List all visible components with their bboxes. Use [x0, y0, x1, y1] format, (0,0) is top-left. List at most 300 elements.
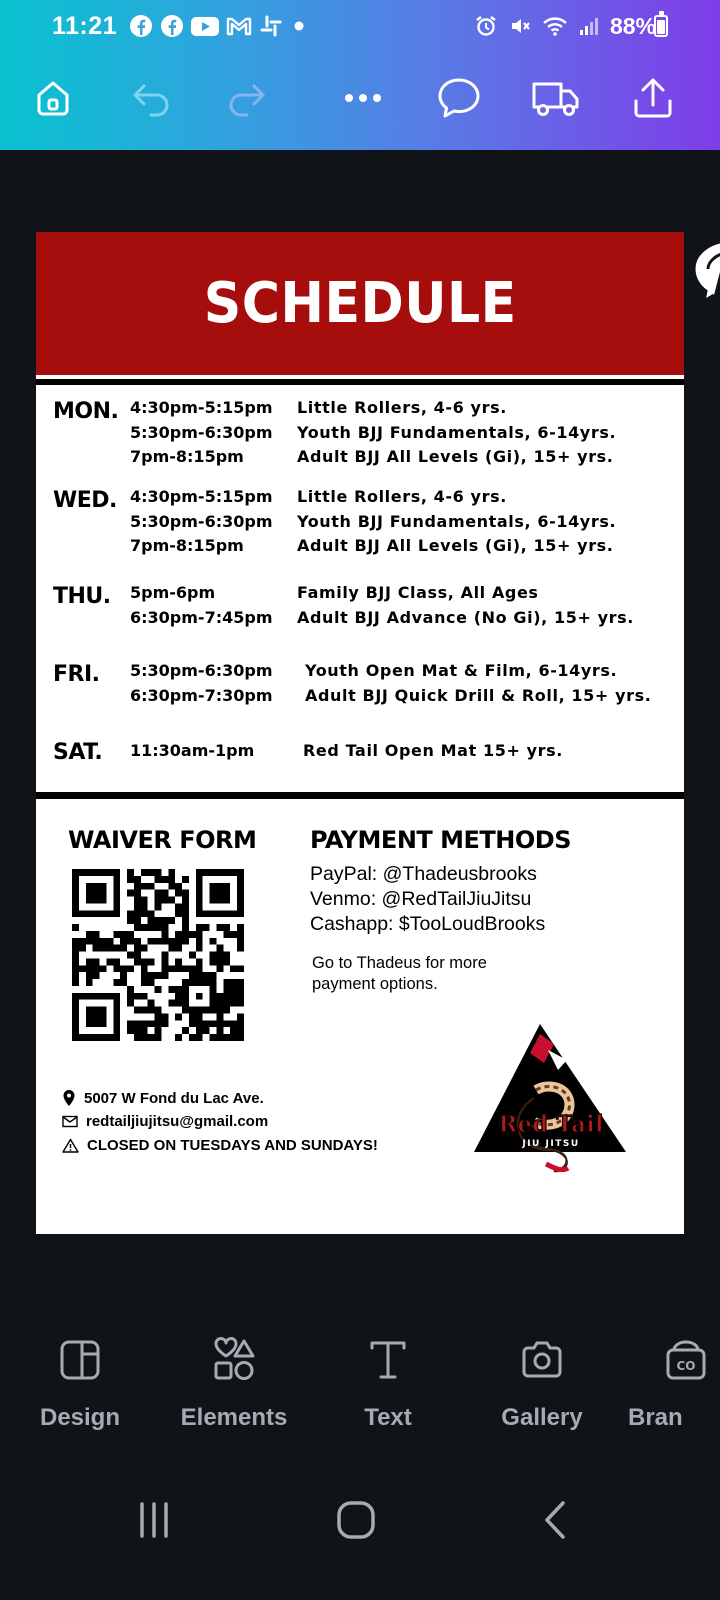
qr-module: [141, 979, 148, 986]
qr-module: [141, 1007, 148, 1014]
qr-module: [196, 965, 203, 972]
tool-label: Text: [364, 1404, 412, 1431]
qr-module: [230, 931, 237, 938]
comment-icon: [436, 75, 482, 121]
home-nav-button[interactable]: [316, 1490, 396, 1550]
undo-icon: [130, 78, 174, 118]
print-order-button[interactable]: [530, 72, 582, 124]
qr-module: [141, 1020, 148, 1027]
class-name: Youth BJJ Fundamentals, 6-14yrs.: [297, 511, 617, 531]
qr-module: [148, 979, 155, 986]
qr-module: [134, 993, 141, 1000]
waiver-form-title: WAIVER FORM: [68, 826, 257, 854]
time-slot: 6:30pm-7:30pm: [130, 685, 273, 705]
times-sat: [130, 739, 254, 764]
brand-tool-button[interactable]: [626, 1320, 720, 1450]
qr-module: [161, 890, 168, 897]
qr-module: [189, 1020, 196, 1027]
qr-module: [141, 924, 148, 931]
home-button[interactable]: [27, 72, 79, 124]
qr-module: [210, 938, 217, 945]
email-text: redtailjiujitsu@gmail.com: [86, 1113, 269, 1130]
classes-sat: [303, 739, 563, 764]
time-slot: 5:30pm-6:30pm: [130, 422, 273, 442]
payment-list: [310, 862, 545, 937]
qr-module: [210, 972, 217, 979]
class-name: Adult BJJ Quick Drill & Roll, 15+ yrs.: [305, 685, 652, 705]
qr-module: [182, 917, 189, 924]
qr-module: [86, 979, 93, 986]
times-thu: [130, 581, 272, 630]
dot-icon: [289, 13, 309, 39]
qr-module: [210, 883, 231, 904]
times-fri: [130, 659, 272, 708]
qr-module: [168, 945, 175, 952]
qr-module: [237, 1027, 244, 1034]
qr-module: [127, 890, 134, 897]
qr-module: [196, 945, 203, 952]
qr-module: [216, 945, 223, 952]
qr-module: [155, 1013, 162, 1020]
qr-module: [161, 965, 168, 972]
qr-module: [196, 924, 203, 931]
qr-module: [196, 1034, 203, 1041]
times-wed: [130, 485, 272, 559]
day-label-wed: WED.: [53, 488, 117, 513]
qr-module: [196, 972, 203, 979]
qr-module: [134, 945, 141, 952]
qr-module: [216, 1027, 223, 1034]
qr-module: [72, 979, 79, 986]
time-slot: 5pm-6pm: [130, 583, 216, 602]
qr-module: [148, 869, 155, 876]
elements-tool-button[interactable]: [164, 1320, 304, 1450]
mail-icon: [62, 1115, 78, 1128]
qr-module: [210, 1034, 217, 1041]
qr-module: [72, 965, 79, 972]
qr-module: [189, 1034, 196, 1041]
qr-module: [230, 1034, 237, 1041]
qr-module: [120, 965, 127, 972]
qr-module: [161, 1013, 168, 1020]
qr-module: [148, 972, 155, 979]
qr-module: [196, 931, 203, 938]
qr-module: [175, 890, 182, 897]
qr-module: [113, 965, 120, 972]
qr-module: [168, 938, 175, 945]
comment-button[interactable]: [433, 72, 485, 124]
day-label-mon: MON.: [53, 399, 119, 424]
schedule-banner: [36, 232, 684, 375]
comment-bubble-icon[interactable]: [688, 235, 720, 305]
classes-thu: [297, 581, 634, 630]
back-button[interactable]: [516, 1490, 596, 1550]
qr-module: [216, 958, 223, 965]
qr-module: [120, 972, 127, 979]
qr-module: [141, 903, 148, 910]
share-icon: [631, 76, 675, 120]
qr-module: [134, 938, 141, 945]
qr-module: [161, 972, 168, 979]
notification-icons: [128, 12, 309, 40]
qr-module: [148, 958, 155, 965]
qr-module: [127, 931, 134, 938]
qr-module: [127, 876, 134, 883]
qr-module: [168, 869, 175, 876]
qr-module: [175, 910, 182, 917]
class-name: Adult BJJ All Levels (Gi), 15+ yrs.: [297, 447, 614, 466]
qr-module: [161, 1020, 168, 1027]
times-mon: [130, 396, 272, 470]
qr-module: [155, 1034, 162, 1041]
qr-module: [79, 938, 86, 945]
qr-module: [127, 993, 134, 1000]
camera-icon: [518, 1336, 566, 1384]
qr-module: [175, 903, 182, 910]
time-slot: 5:30pm-6:30pm: [130, 661, 273, 680]
tool-label: Elements: [180, 1404, 288, 1431]
design-tool-button[interactable]: [10, 1320, 150, 1450]
qr-module: [161, 931, 168, 938]
qr-module: [223, 924, 230, 931]
qr-module: [161, 917, 168, 924]
qr-module: [155, 938, 162, 945]
divider: [36, 379, 684, 385]
class-name: Adult BJJ Advance (No Gi), 15+ yrs.: [297, 607, 634, 627]
qr-module: [182, 910, 189, 917]
qr-module: [127, 917, 134, 924]
qr-module: [168, 876, 175, 883]
time-slot: 6:30pm-7:45pm: [130, 607, 273, 627]
design-icon: [56, 1336, 104, 1384]
qr-module: [223, 958, 230, 965]
qr-module: [223, 993, 230, 1000]
qr-module: [155, 1027, 162, 1034]
day-label-thu: THU.: [53, 584, 111, 609]
qr-module: [93, 945, 100, 952]
qr-module: [127, 952, 134, 959]
payment-methods-title: PAYMENT METHODS: [310, 826, 571, 854]
qr-module: [175, 1000, 182, 1007]
qr-module: [86, 972, 93, 979]
qr-module: [196, 1027, 203, 1034]
qr-module: [100, 938, 107, 945]
time-slot: 7pm-8:15pm: [130, 536, 244, 555]
qr-module: [134, 917, 141, 924]
qr-module: [237, 979, 244, 986]
qr-module: [237, 945, 244, 952]
qr-module: [134, 1027, 141, 1034]
qr-module: [175, 883, 182, 890]
qr-module: [189, 965, 196, 972]
warning-icon: [62, 1138, 79, 1153]
qr-module: [216, 993, 223, 1000]
qr-module: [141, 958, 148, 965]
qr-module: [210, 1020, 217, 1027]
time-slot: 4:30pm-5:15pm: [130, 398, 273, 417]
qr-module: [127, 965, 134, 972]
gmail-icon: [225, 13, 253, 39]
qr-module: [168, 917, 175, 924]
alarm-icon: [474, 14, 498, 38]
payment-note-line: payment options.: [312, 975, 438, 993]
qr-module: [168, 1000, 175, 1007]
qr-module: [113, 979, 120, 986]
text-tool-button[interactable]: [318, 1320, 458, 1450]
class-name: Youth Open Mat & Film, 6-14yrs.: [305, 661, 618, 680]
payment-note-line: Go to Thadeus for more: [312, 954, 487, 972]
qr-module: [134, 883, 141, 890]
qr-module: [127, 1020, 134, 1027]
time-slot: 5:30pm-6:30pm: [130, 511, 273, 531]
qr-module: [86, 965, 93, 972]
signal-icon: [578, 14, 600, 38]
qr-module: [189, 931, 196, 938]
qr-module: [155, 903, 162, 910]
qr-module: [168, 897, 175, 904]
qr-module: [182, 876, 189, 883]
qr-module: [106, 945, 113, 952]
qr-module: [155, 1007, 162, 1014]
qr-module: [113, 931, 120, 938]
qr-module: [161, 876, 168, 883]
tool-label: Gallery: [501, 1404, 583, 1431]
qr-module: [86, 1007, 107, 1028]
qr-module: [237, 1000, 244, 1007]
qr-module: [237, 1020, 244, 1027]
qr-module: [168, 883, 175, 890]
gallery-tool-button[interactable]: [472, 1320, 612, 1450]
qr-module: [168, 965, 175, 972]
qr-module: [210, 958, 217, 965]
day-label-sat: SAT.: [53, 740, 103, 765]
qr-module: [155, 986, 162, 993]
qr-module: [223, 986, 230, 993]
qr-module: [155, 924, 162, 931]
qr-module: [93, 931, 100, 938]
qr-module: [237, 965, 244, 972]
qr-module: [141, 1027, 148, 1034]
divider: [36, 792, 684, 799]
waiver-qr-code[interactable]: [72, 869, 244, 1041]
qr-module: [134, 903, 141, 910]
qr-module: [113, 945, 120, 952]
elements-icon: [210, 1336, 258, 1384]
schedule-title: SCHEDULE: [203, 271, 517, 336]
qr-module: [182, 965, 189, 972]
qr-module: [230, 993, 237, 1000]
qr-module: [72, 938, 79, 945]
bottom-toolbar: [0, 1320, 720, 1450]
qr-module: [120, 938, 127, 945]
qr-module: [237, 1034, 244, 1041]
qr-module: [230, 1027, 237, 1034]
qr-module: [127, 869, 134, 876]
qr-module: [134, 1007, 141, 1014]
recent-apps-button[interactable]: [114, 1490, 194, 1550]
more-icon: [341, 78, 385, 118]
qr-module: [216, 1020, 223, 1027]
payment-paypal: PayPal: @Thadeusbrooks: [310, 863, 537, 885]
qr-module: [134, 958, 141, 965]
home-icon: [33, 78, 73, 118]
qr-module: [134, 952, 141, 959]
class-name: Family BJJ Class, All Ages: [297, 583, 539, 602]
qr-module: [175, 1013, 182, 1020]
qr-module: [134, 876, 141, 883]
qr-module: [182, 938, 189, 945]
brand-icon: [662, 1336, 710, 1384]
qr-module: [223, 1034, 230, 1041]
red-tail-logo: [474, 1024, 630, 1174]
day-label-fri: FRI.: [53, 662, 100, 687]
qr-module: [72, 945, 79, 952]
payment-note: [312, 953, 487, 995]
qr-module: [106, 938, 113, 945]
qr-module: [141, 945, 148, 952]
editor-toolbar: [0, 60, 720, 140]
redo-button[interactable]: [220, 72, 272, 124]
facebook-icon: [128, 13, 154, 39]
qr-module: [210, 952, 217, 959]
qr-module: [86, 938, 93, 945]
qr-module: [141, 869, 148, 876]
class-name: Little Rollers, 4-6 yrs.: [297, 487, 507, 506]
qr-module: [175, 945, 182, 952]
qr-module: [72, 924, 79, 931]
battery-percent: 88%: [609, 12, 656, 39]
slack-icon: [258, 13, 284, 39]
qr-module: [86, 958, 93, 965]
qr-module: [120, 979, 127, 986]
qr-module: [161, 897, 168, 904]
class-name: Little Rollers, 4-6 yrs.: [297, 398, 507, 417]
time-slot: 11:30am-1pm: [130, 741, 255, 760]
qr-module: [155, 869, 162, 876]
qr-module: [230, 1020, 237, 1027]
qr-module: [230, 986, 237, 993]
qr-module: [141, 972, 148, 979]
qr-module: [175, 965, 182, 972]
qr-module: [223, 1000, 230, 1007]
qr-module: [127, 1000, 134, 1007]
qr-module: [161, 938, 168, 945]
qr-module: [93, 958, 100, 965]
qr-module: [155, 1020, 162, 1027]
class-name: Youth BJJ Fundamentals, 6-14yrs.: [297, 422, 617, 442]
qr-module: [196, 1013, 203, 1020]
home-nav-icon: [336, 1500, 376, 1540]
qr-module: [148, 917, 155, 924]
status-time: 11:21: [52, 12, 118, 40]
share-button[interactable]: [627, 72, 679, 124]
qr-module: [79, 945, 86, 952]
qr-module: [155, 876, 162, 883]
qr-module: [148, 1034, 155, 1041]
time-slot: 4:30pm-5:15pm: [130, 487, 273, 506]
qr-module: [230, 965, 237, 972]
qr-module: [106, 958, 113, 965]
qr-module: [155, 890, 162, 897]
system-icons: [474, 12, 656, 40]
qr-module: [223, 1007, 230, 1014]
qr-module: [86, 883, 107, 904]
qr-module: [182, 897, 189, 904]
qr-module: [189, 952, 196, 959]
qr-module: [134, 897, 141, 904]
location-pin-icon: [62, 1089, 76, 1107]
qr-module: [120, 931, 127, 938]
qr-module: [196, 993, 203, 1000]
undo-button[interactable]: [126, 72, 178, 124]
wifi-icon: [542, 14, 568, 38]
qr-module: [113, 958, 120, 965]
qr-module: [216, 1007, 223, 1014]
qr-module: [155, 972, 162, 979]
qr-module: [196, 938, 203, 945]
qr-module: [175, 993, 182, 1000]
qr-module: [72, 972, 79, 979]
qr-module: [216, 1034, 223, 1041]
qr-module: [148, 1020, 155, 1027]
address-line: [62, 1089, 264, 1107]
design-page[interactable]: [36, 232, 684, 1234]
back-icon: [541, 1500, 571, 1540]
closed-notice-text: CLOSED ON TUESDAYS AND SUNDAYS!: [87, 1137, 378, 1154]
closed-notice-line: [62, 1137, 378, 1154]
battery-icon: [654, 15, 668, 37]
svg-text:CO: CO: [676, 1359, 696, 1373]
qr-module: [189, 972, 196, 979]
qr-module: [161, 952, 168, 959]
qr-module: [237, 924, 244, 931]
qr-module: [100, 945, 107, 952]
qr-module: [86, 931, 93, 938]
qr-module: [148, 924, 155, 931]
logo-subtext: JIU JITSU: [522, 1139, 580, 1149]
more-options-button[interactable]: [337, 72, 389, 124]
qr-module: [223, 979, 230, 986]
qr-module: [141, 883, 148, 890]
qr-module: [196, 958, 203, 965]
qr-module: [134, 924, 141, 931]
qr-module: [182, 931, 189, 938]
youtube-icon: [190, 13, 220, 39]
qr-module: [141, 1034, 148, 1041]
qr-module: [134, 890, 141, 897]
qr-module: [148, 938, 155, 945]
tool-label: Bran: [628, 1404, 683, 1431]
qr-module: [230, 1000, 237, 1007]
qr-module: [79, 965, 86, 972]
qr-module: [148, 910, 155, 917]
email-line: [62, 1113, 268, 1130]
qr-module: [175, 958, 182, 965]
qr-module: [216, 924, 223, 931]
qr-module: [161, 958, 168, 965]
qr-module: [216, 1000, 223, 1007]
system-nav-bar: [0, 1480, 720, 1600]
qr-module: [216, 965, 223, 972]
print-truck-icon: [531, 77, 581, 119]
payment-venmo: Venmo: @RedTailJiuJitsu: [310, 888, 532, 910]
qr-module: [175, 1034, 182, 1041]
payment-cashapp: Cashapp: $TooLoudBrooks: [310, 913, 546, 935]
qr-module: [93, 938, 100, 945]
classes-wed: [297, 485, 616, 559]
qr-module: [237, 993, 244, 1000]
qr-module: [161, 924, 168, 931]
